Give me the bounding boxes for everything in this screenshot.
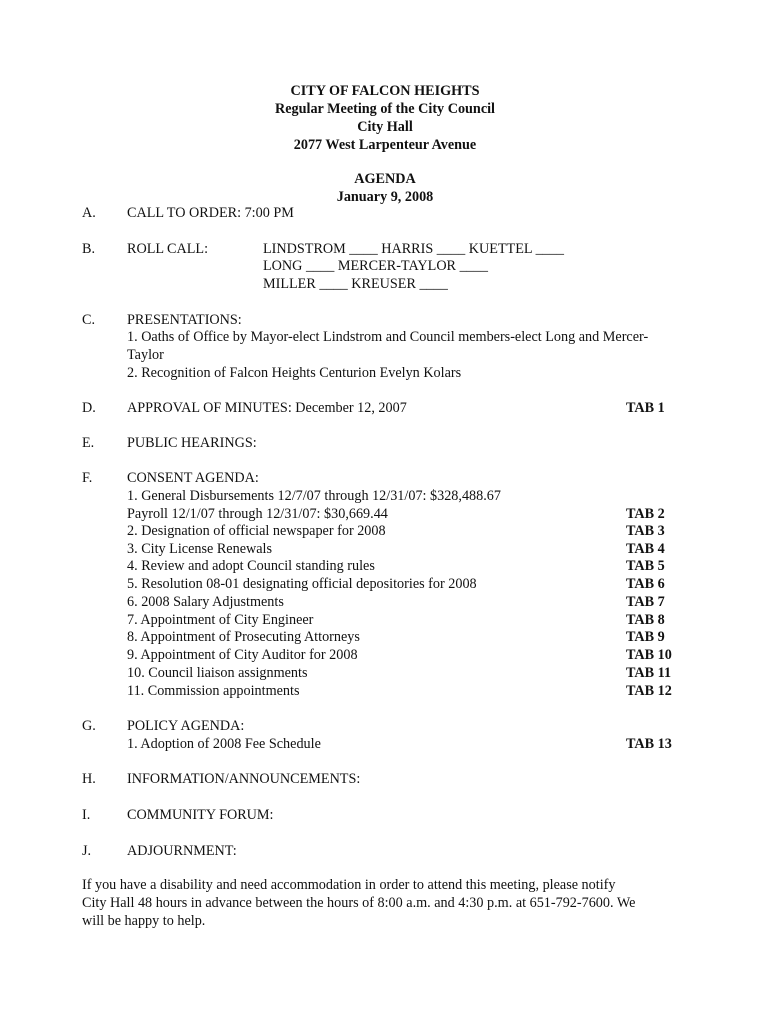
approval-of-minutes: APPROVAL OF MINUTES: December 12, 2007 xyxy=(127,400,407,416)
consent-agenda-heading: CONSENT AGENDA: xyxy=(127,470,259,486)
consent-item: Payroll 12/1/07 through 12/31/07: $30,669.44 xyxy=(127,506,388,522)
section-letter-f: F. xyxy=(82,470,93,486)
tab-label: TAB 5 xyxy=(626,558,665,574)
presentation-item-1-cont: Taylor xyxy=(127,347,164,363)
policy-agenda-heading: POLICY AGENDA: xyxy=(127,718,245,734)
accessibility-note-line-2: City Hall 48 hours in advance between the hours of 8:00 a.m. and 4:30 p.m. at 651-792-7600. We xyxy=(82,895,636,911)
tab-label: TAB 8 xyxy=(626,612,665,628)
tab-label: TAB 11 xyxy=(626,665,672,681)
consent-item: 9. Appointment of City Auditor for 2008 xyxy=(127,647,358,663)
tab-label: TAB 6 xyxy=(626,576,665,592)
section-letter-h: H. xyxy=(82,771,96,787)
section-letter-c: C. xyxy=(82,312,96,328)
city-name: CITY OF FALCON HEIGHTS xyxy=(290,83,480,99)
tab-label: TAB 10 xyxy=(626,647,672,663)
accessibility-note-line-3: will be happy to help. xyxy=(82,913,206,929)
presentation-item-2: 2. Recognition of Falcon Heights Centurion Evelyn Kolars xyxy=(127,365,462,381)
consent-item: 1. General Disbursements 12/7/07 through 12/31/07: $328,488.67 xyxy=(127,488,501,504)
tab-label: TAB 13 xyxy=(626,736,672,752)
presentations-heading: PRESENTATIONS: xyxy=(127,312,242,328)
roll-call-line-2: LONG ____ MERCER-TAYLOR ____ xyxy=(263,258,488,274)
tab-label: TAB 7 xyxy=(626,594,665,610)
consent-item: 4. Review and adopt Council standing rules xyxy=(127,558,375,574)
consent-item: 7. Appointment of City Engineer xyxy=(127,612,314,628)
address: 2077 West Larpenteur Avenue xyxy=(293,137,477,153)
section-letter-e: E. xyxy=(82,435,95,451)
venue: City Hall xyxy=(357,119,413,135)
tab-label: TAB 12 xyxy=(626,683,672,699)
section-letter-a: A. xyxy=(82,205,96,221)
section-letter-i: I. xyxy=(82,807,91,823)
section-letter-d: D. xyxy=(82,400,96,416)
roll-call-line-3: MILLER ____ KREUSER ____ xyxy=(263,276,448,292)
information-announcements-heading: INFORMATION/ANNOUNCEMENTS: xyxy=(127,771,361,787)
agenda-heading: AGENDA xyxy=(354,171,416,187)
consent-item: 11. Commission appointments xyxy=(127,683,300,699)
call-to-order: CALL TO ORDER: 7:00 PM xyxy=(127,205,294,221)
presentation-item-1: 1. Oaths of Office by Mayor-elect Lindstrom and Council members-elect Long and Mercer- xyxy=(127,329,649,345)
section-letter-g: G. xyxy=(82,718,96,734)
meeting-date: January 9, 2008 xyxy=(336,189,434,205)
community-forum-heading: COMMUNITY FORUM: xyxy=(127,807,274,823)
tab-label: TAB 9 xyxy=(626,629,665,645)
tab-label: TAB 1 xyxy=(626,400,665,416)
meeting-title: Regular Meeting of the City Council xyxy=(274,101,495,117)
public-hearings-heading: PUBLIC HEARINGS: xyxy=(127,435,257,451)
policy-item-1: 1. Adoption of 2008 Fee Schedule xyxy=(127,736,321,752)
adjournment-heading: ADJOURNMENT: xyxy=(127,843,237,859)
roll-call-line-1: LINDSTROM ____ HARRIS ____ KUETTEL ____ xyxy=(263,241,564,257)
consent-item: 8. Appointment of Prosecuting Attorneys xyxy=(127,629,360,645)
consent-item: 10. Council liaison assignments xyxy=(127,665,308,681)
section-letter-b: B. xyxy=(82,241,96,257)
consent-item: 3. City License Renewals xyxy=(127,541,272,557)
roll-call-heading: ROLL CALL: xyxy=(127,241,209,257)
tab-label: TAB 4 xyxy=(626,541,665,557)
consent-item: 5. Resolution 08-01 designating official depositories for 2008 xyxy=(127,576,477,592)
accessibility-note-line-1: If you have a disability and need accommodation in order to attend this meeting, please notify xyxy=(82,877,616,893)
tab-label: TAB 3 xyxy=(626,523,665,539)
section-letter-j: J. xyxy=(82,843,92,859)
consent-item: 6. 2008 Salary Adjustments xyxy=(127,594,284,610)
consent-item: 2. Designation of official newspaper for 2008 xyxy=(127,523,386,539)
tab-label: TAB 2 xyxy=(626,506,665,522)
